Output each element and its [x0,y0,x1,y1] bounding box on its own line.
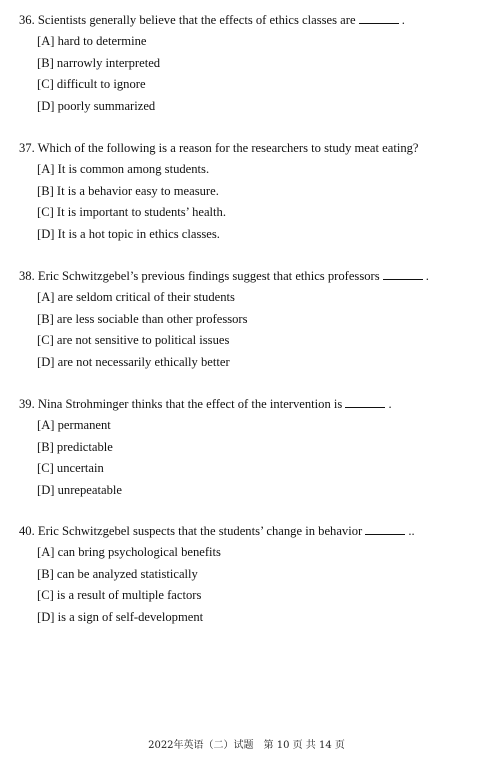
option-c: [C] It is important to students’ health. [37,205,226,220]
option-list [19,544,479,631]
question-end: . [388,397,392,411]
page-footer: 2022年英语（二）试题 第 10 页 共 14 页 [148,740,345,751]
answer-blank [365,525,405,535]
option-list [19,33,479,120]
option-d: [D] is a sign of self-development [37,610,204,625]
question-stem [19,140,479,156]
option-d: [D] poorly summarized [37,99,156,114]
question-text: Which of the following is a reason for the researchers to study meat eating? [37,141,419,155]
question-text: Eric Schwitzgebel’s previous findings suggest that ethics professors [37,269,380,283]
question-number: 38. [19,269,35,283]
question-number: 40. [19,524,35,538]
question-text: Scientists generally believe that the effects of ethics classes are [37,13,356,27]
answer-blank [359,14,399,24]
option-d: [D] are not necessarily ethically better [37,355,230,370]
option-c: [C] difficult to ignore [37,77,146,92]
question-38 [19,268,479,376]
option-a: [A] hard to determine [37,34,147,48]
option-d: [D] It is a hot topic in ethics classes. [37,227,220,242]
question-stem [19,12,479,28]
option-b: [B] narrowly interpreted [37,55,161,70]
question-stem [19,268,479,284]
option-list [19,289,479,376]
option-a: [A] permanent [37,418,111,432]
option-b: [B] It is a behavior easy to measure. [37,183,219,198]
option-a: [A] It is common among students. [37,162,210,176]
option-b: [B] can be analyzed statistically [37,566,198,581]
option-a: [A] are seldom critical of their students [37,290,235,304]
option-list [19,161,479,248]
question-end: . [401,13,405,27]
option-c: [C] uncertain [37,461,104,476]
question-number: 36. [19,13,35,27]
question-number: 37. [19,141,35,155]
question-end: . [425,269,429,283]
question-number: 39. [19,397,35,411]
question-stem [19,523,479,539]
question-36 [19,12,479,120]
question-text: Nina Strohminger thinks that the effect of the intervention is [37,397,343,411]
option-d: [D] unrepeatable [37,483,122,498]
option-list [19,417,479,504]
option-b: [B] predictable [37,439,113,454]
question-37 [19,140,479,248]
option-b: [B] are less sociable than other professors [37,311,248,326]
option-c: [C] are not sensitive to political issues [37,333,230,348]
answer-blank [383,270,423,280]
question-40 [19,523,479,631]
question-text: Eric Schwitzgebel suspects that the students’ change in behavior [37,524,363,538]
question-stem [19,396,479,412]
option-a: [A] can bring psychological benefits [37,545,221,559]
answer-blank [345,398,385,408]
question-end: .. [408,524,415,538]
option-c: [C] is a result of multiple factors [37,588,202,603]
question-39 [19,396,479,504]
